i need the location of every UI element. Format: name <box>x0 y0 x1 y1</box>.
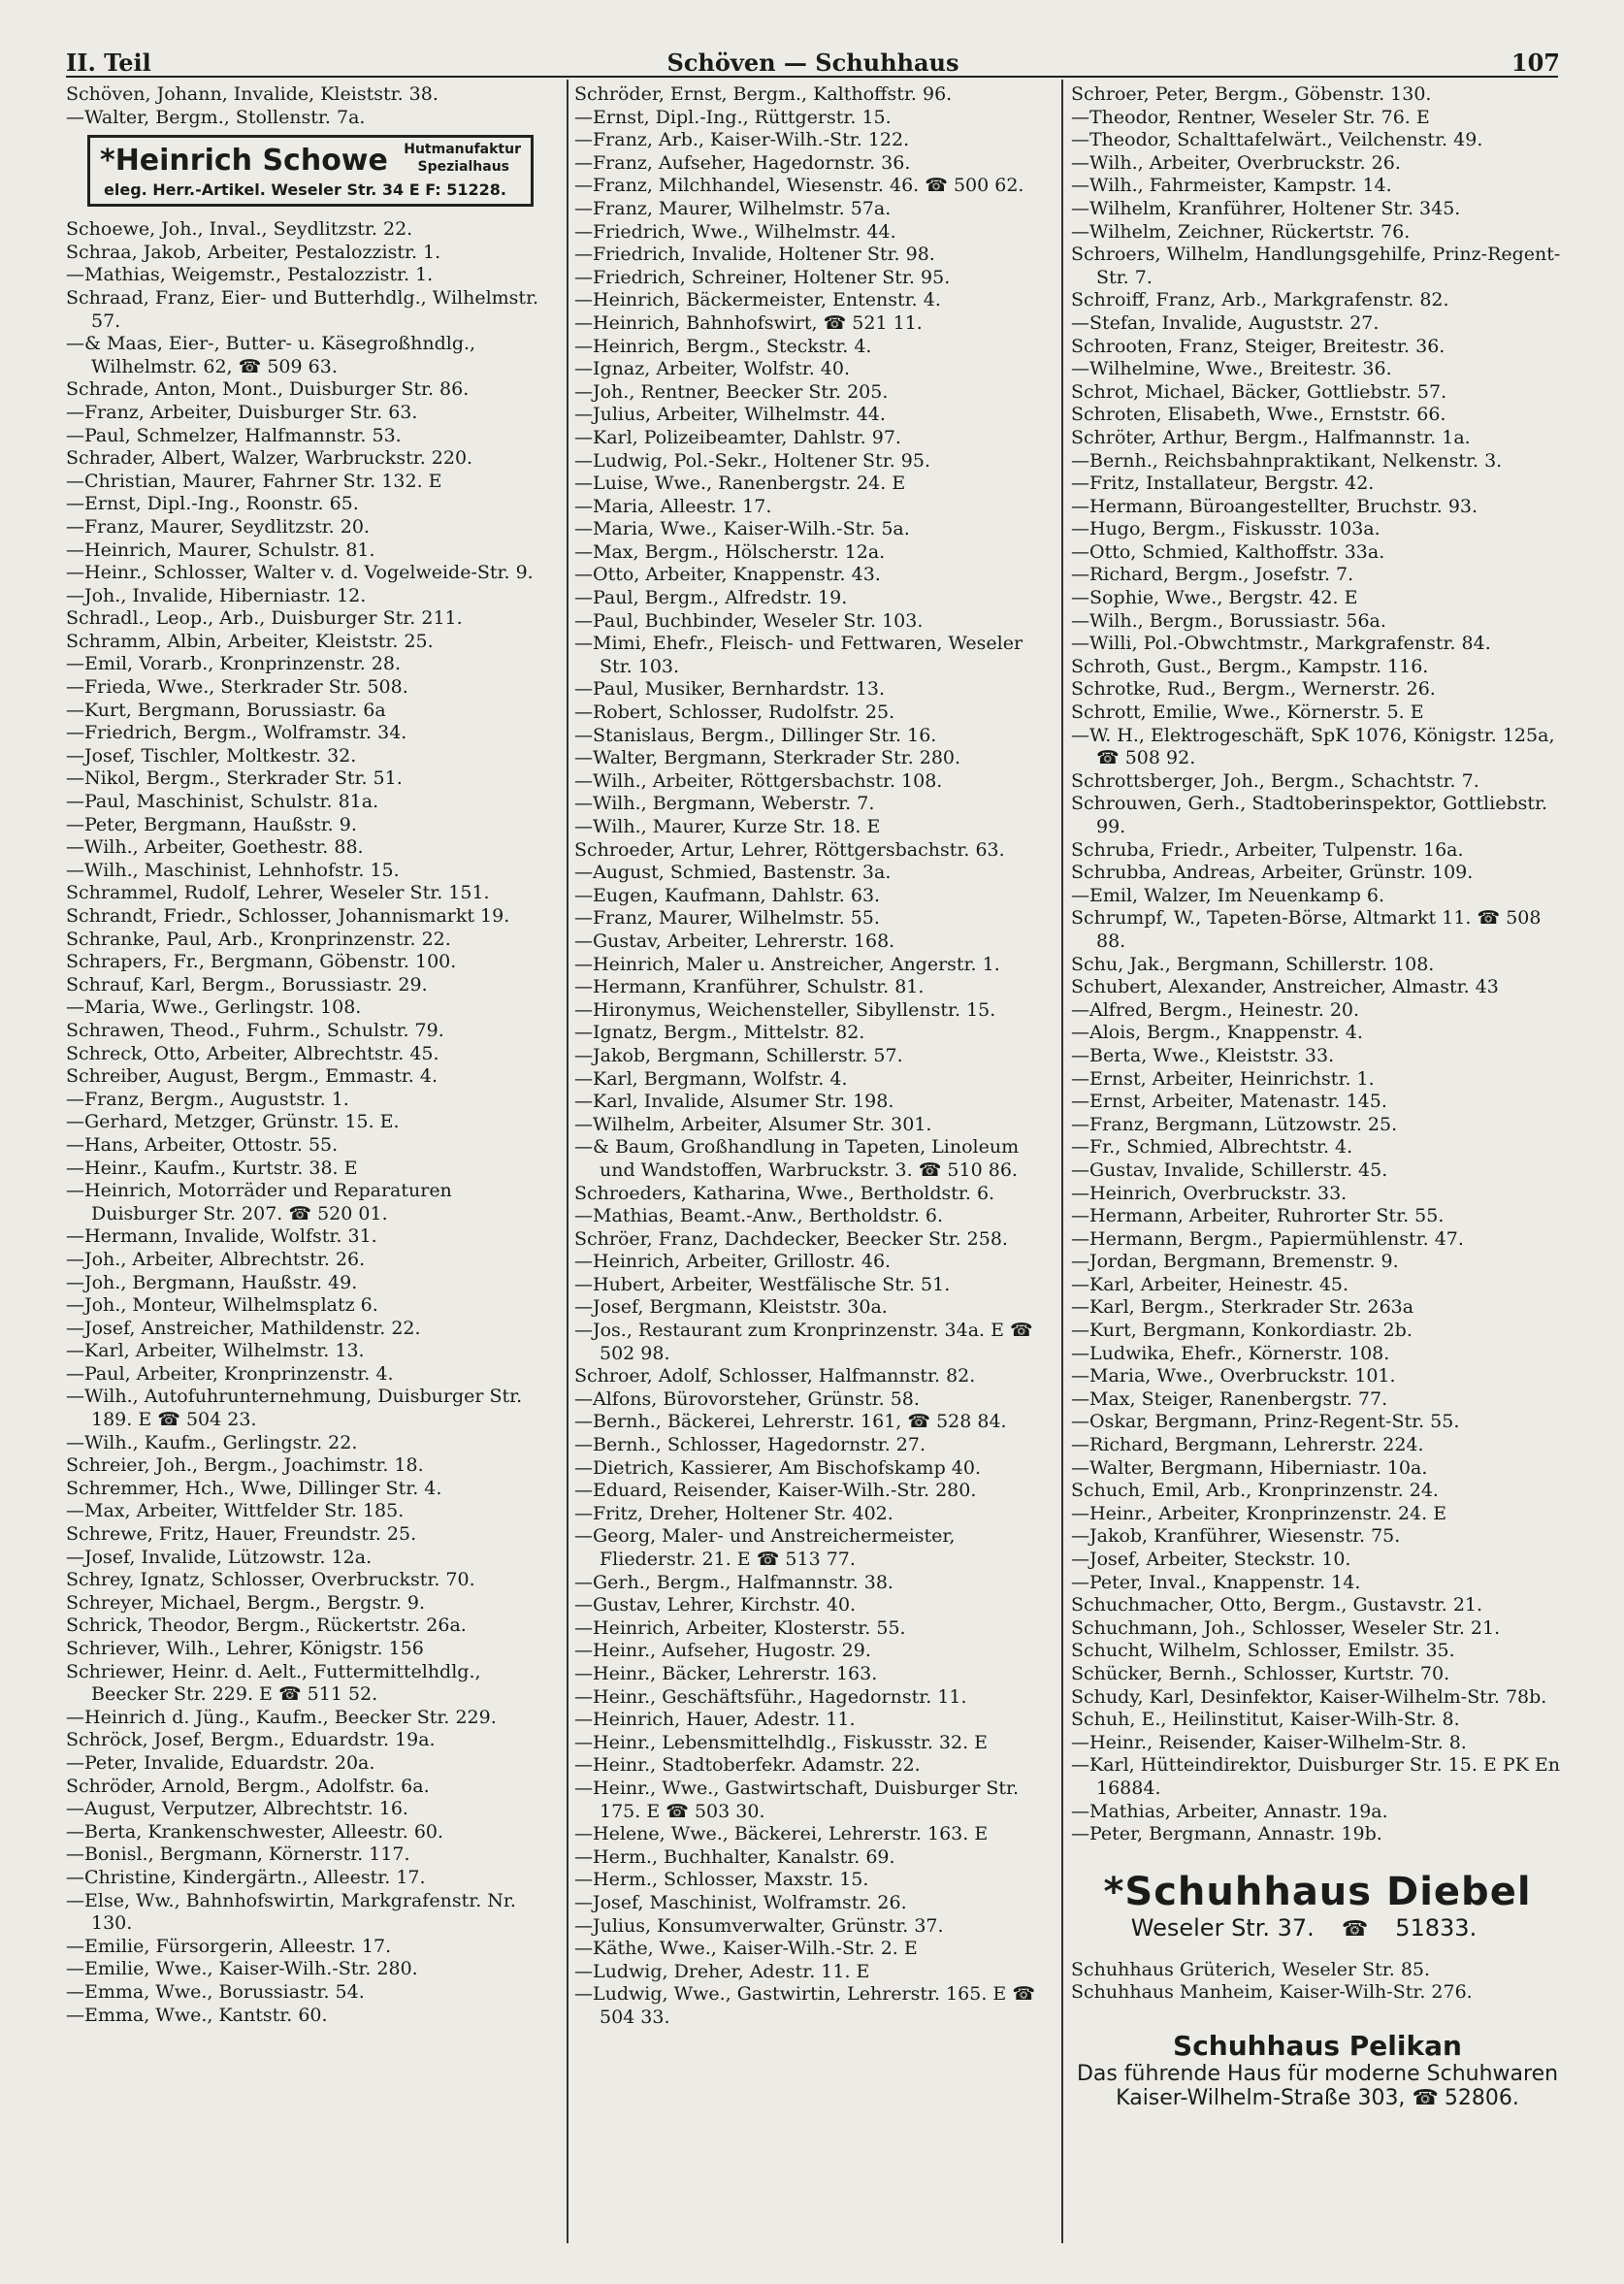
directory-entry: —Friedrich, Wwe., Wilhelmstr. 44. <box>574 220 896 243</box>
telephone-icon: ☎ <box>1412 2085 1439 2110</box>
directory-entry: —Wilh., Maurer, Kurze Str. 18. E <box>574 816 881 837</box>
directory-entry: —Berta, Krankenschwester, Alleestr. 60. <box>66 1820 444 1843</box>
directory-entry: —Gustav, Lehrer, Kirchstr. 40. <box>574 1594 857 1616</box>
directory-entry: —Heinr., Geschäftsführ., Hagedornstr. 11. <box>574 1685 967 1708</box>
directory-entry: —Bernh., Bäckerei, Lehrerstr. 161, ☎ 528 84. <box>574 1411 1007 1433</box>
directory-entry: —Franz, Arb., Kaiser-Wilh.-Str. 122. <box>574 129 910 151</box>
directory-entry: —Ludwika, Ehefr., Körnerstr. 108. <box>1071 1342 1390 1364</box>
directory-entry: Schrader, Albert, Walzer, Warbruckstr. 220. <box>66 447 473 470</box>
directory-entry: —Julius, Arbeiter, Wilhelmstr. 44. <box>574 404 886 426</box>
directory-entry: —Max, Arbeiter, Wittfelder Str. 185. <box>66 1500 405 1522</box>
directory-entry: —Mathias, Beamt.-Anw., Bertholdstr. 6. <box>574 1205 944 1227</box>
directory-entry: —Paul, Bergm., Alfredstr. 19. <box>574 587 848 609</box>
directory-entry: —Julius, Konsumverwalter, Grünstr. 37. <box>574 1914 944 1937</box>
directory-entry: Schrewe, Fritz, Hauer, Freundstr. 25. <box>66 1523 417 1546</box>
directory-entry: Schrauf, Karl, Bergm., Borussiastr. 29. <box>66 973 428 995</box>
directory-entry: —Maria, Wwe., Overbruckstr. 101. <box>1071 1365 1396 1387</box>
directory-entry: —Wilh., Arbeiter, Goethestr. 88. <box>66 836 364 859</box>
directory-entry: —W. H., Elektrogeschäft, SpK 1076, Königstr. 125a, ☎ 508 92. <box>1071 724 1555 769</box>
directory-entry: —Emil, Vorarb., Kronprinzenstr. 28. <box>66 653 401 675</box>
directory-entry: Schucht, Wilhelm, Schlosser, Emilstr. 35. <box>1071 1640 1455 1662</box>
directory-entry: —Nikol, Bergm., Sterkrader Str. 51. <box>66 767 403 790</box>
directory-entry: —Eugen, Kaufmann, Dahlstr. 63. <box>574 884 881 906</box>
directory-entry: Schröder, Ernst, Bergm., Kalthoffstr. 96. <box>574 83 953 105</box>
directory-entry: Schuhhaus Grüterich, Weseler Str. 85. <box>1071 1958 1431 1980</box>
directory-entry: —Wilh., Arbeiter, Röttgersbachstr. 108. <box>574 769 943 792</box>
directory-entry: Schroeder, Artur, Lehrer, Röttgersbachstr. 63. <box>574 838 1005 861</box>
directory-entry: —Heinr., Stadtoberfekr. Adamstr. 22. <box>574 1754 921 1777</box>
directory-entry: —Heinr., Wwe., Gastwirtschaft, Duisburger Str. 175. E ☎ 503 30. <box>574 1777 1020 1822</box>
directory-entry: —Ernst, Arbeiter, Heinrichstr. 1. <box>1071 1067 1375 1090</box>
directory-entry: —Mathias, Weigemstr., Pestalozzistr. 1. <box>66 264 434 286</box>
directory-entry: Schroiff, Franz, Arb., Markgrafenstr. 82. <box>1071 289 1449 311</box>
directory-entry: —Heinr., Schlosser, Walter v. d. Vogelweide-Str. 9. <box>66 562 534 584</box>
directory-entry: —Josef, Maschinist, Wolframstr. 26. <box>574 1891 907 1913</box>
entry-list-top <box>66 83 559 129</box>
directory-entry: Schuchmacher, Otto, Bergm., Gustavstr. 21. <box>1071 1594 1483 1616</box>
directory-entry: —Heinrich, Bahnhofswirt, ☎ 521 11. <box>574 311 923 334</box>
directory-entry: —Walter, Bergmann, Sterkrader Str. 280. <box>574 747 961 769</box>
directory-entry: Schruba, Friedr., Arbeiter, Tulpenstr. 16a. <box>1071 838 1464 861</box>
directory-entry: —Franz, Arbeiter, Duisburger Str. 63. <box>66 401 418 423</box>
directory-entry: —Wilhelm, Kranführer, Holtener Str. 345. <box>1071 197 1461 219</box>
directory-entry: —Joh., Rentner, Beecker Str. 205. <box>574 380 889 403</box>
directory-entry: —Wilhelmine, Wwe., Breitestr. 36. <box>1071 358 1392 380</box>
directory-entry: —Heinrich, Bäckermeister, Entenstr. 4. <box>574 289 941 311</box>
directory-entry: —Paul, Musiker, Bernhardstr. 13. <box>574 678 886 701</box>
directory-entry: —Franz, Aufseher, Hagedornstr. 36. <box>574 151 911 174</box>
directory-entry: —Franz, Bergm., Auguststr. 1. <box>66 1088 349 1110</box>
directory-entry: —Ignatz, Bergm., Mittelstr. 82. <box>574 1022 865 1044</box>
directory-entry: —Otto, Schmied, Kalthoffstr. 33a. <box>1071 540 1385 563</box>
directory-entry: —& Maas, Eier-, Butter- u. Käsegroßhndlg., Wilhelmstr. 62, ☎ 509 63. <box>66 333 476 377</box>
ad-address: Kaiser-Wilhelm-Straße 303, <box>1116 2085 1406 2110</box>
directory-entry: —Stanislaus, Bergm., Dillinger Str. 16. <box>574 724 937 746</box>
directory-entry: —Peter, Bergmann, Annastr. 19b. <box>1071 1823 1382 1845</box>
directory-entry: —Hermann, Invalide, Wolfstr. 31. <box>66 1225 377 1248</box>
directory-entry: Schubert, Alexander, Anstreicher, Almastr. 43 <box>1071 976 1499 998</box>
column-3 <box>1071 83 1564 2110</box>
directory-entry: —Christian, Maurer, Fahrner Str. 132. E <box>66 470 442 492</box>
directory-entry: —Theodor, Rentner, Weseler Str. 76. E <box>1071 106 1430 128</box>
directory-entry: —Franz, Bergmann, Lützowstr. 25. <box>1071 1113 1398 1135</box>
directory-entry: —Emma, Wwe., Kantstr. 60. <box>66 2004 328 2026</box>
directory-entry: —Wilh., Arbeiter, Overbruckstr. 26. <box>1071 151 1401 174</box>
directory-entry: —Josef, Bergmann, Kleiststr. 30a. <box>574 1296 888 1319</box>
directory-entry: Schroer, Adolf, Schlosser, Halfmannstr. 82. <box>574 1365 976 1387</box>
directory-entry: Schroten, Elisabeth, Wwe., Ernststr. 66. <box>1071 404 1446 426</box>
column-divider <box>567 80 568 2243</box>
directory-entry: —Karl, Invalide, Alsumer Str. 198. <box>574 1091 894 1113</box>
directory-entry: —Wilhelm, Zeichner, Rückertstr. 76. <box>1071 220 1411 243</box>
directory-entry: —Friedrich, Schreiner, Holtener Str. 95. <box>574 266 951 288</box>
directory-entry: —Robert, Schlosser, Rudolfstr. 25. <box>574 702 895 724</box>
directory-entry: —Gerhard, Metzger, Grünstr. 15. E. <box>66 1111 400 1133</box>
page-number: 107 <box>1510 49 1560 77</box>
directory-entry: —Hugo, Bergm., Fiskusstr. 103a. <box>1071 518 1380 540</box>
directory-entry: Schrott, Emilie, Wwe., Körnerstr. 5. E <box>1071 702 1424 724</box>
directory-entry: —Christine, Kindergärtn., Alleestr. 17. <box>66 1866 426 1888</box>
directory-entry: —Dietrich, Kassierer, Am Bischofskamp 40. <box>574 1456 981 1479</box>
directory-entry: —Gerh., Bergm., Halfmannstr. 38. <box>574 1571 893 1593</box>
directory-entry: Schraa, Jakob, Arbeiter, Pestalozzistr. 1. <box>66 241 441 263</box>
directory-entry: Schrick, Theodor, Bergm., Rückertstr. 26a. <box>66 1615 467 1637</box>
directory-entry: —Paul, Schmelzer, Halfmannstr. 53. <box>66 424 402 446</box>
directory-entry: —Josef, Anstreicher, Mathildenstr. 22. <box>66 1317 421 1339</box>
directory-entry: Schroeders, Katharina, Wwe., Bertholdstr. 6. <box>574 1182 995 1204</box>
directory-entry: —Kurt, Bergmann, Konkordiastr. 2b. <box>1071 1320 1413 1342</box>
directory-entry: —Josef, Tischler, Moltkestr. 32. <box>66 744 357 767</box>
directory-entry: Schröer, Franz, Dachdecker, Beecker Str. 258. <box>574 1227 1008 1250</box>
directory-entry: —Peter, Inval., Knappenstr. 14. <box>1071 1571 1361 1593</box>
directory-entry: —Karl, Bergm., Sterkrader Str. 263a <box>1071 1296 1414 1319</box>
directory-entry: Schrandt, Friedr., Schlosser, Johannismarkt 19. <box>66 905 510 927</box>
directory-entry: —Heinrich, Hauer, Adestr. 11. <box>574 1709 856 1731</box>
ad-tagline: Hutmanufaktur <box>404 142 521 158</box>
ad-name: *Schuhhaus Diebel <box>1103 1869 1532 1914</box>
directory-entry: —Hironymus, Weichensteller, Sibyllenstr. 15. <box>574 998 996 1021</box>
ad-phone: 52806. <box>1444 2085 1519 2110</box>
directory-entry: —Jakob, Bergmann, Schillerstr. 57. <box>574 1044 903 1066</box>
directory-entry: —& Baum, Großhandlung in Tapeten, Linoleum und Wandstoffen, Warbruckstr. 3. ☎ 510 86. <box>574 1136 1020 1181</box>
directory-entry: —Karl, Arbeiter, Wilhelmstr. 13. <box>66 1340 365 1362</box>
directory-entry: —Ludwig, Wwe., Gastwirtin, Lehrerstr. 165. E ☎ 504 33. <box>574 1983 1035 2028</box>
directory-entry: —Wilh., Maschinist, Lehnhofstr. 15. <box>66 859 400 881</box>
directory-entry: Schrumpf, W., Tapeten-Börse, Altmarkt 11. ☎ 508 88. <box>1071 907 1542 952</box>
directory-entry: Schrawen, Theod., Fuhrm., Schulstr. 79. <box>66 1019 444 1041</box>
directory-entry: —Joh., Bergmann, Haußstr. 49. <box>66 1271 358 1293</box>
directory-entry: —Emma, Wwe., Borussiastr. 54. <box>66 1980 365 2003</box>
directory-entry: —Bonisl., Bergmann, Körnerstr. 117. <box>66 1844 410 1866</box>
directory-entry: Schuch, Emil, Arb., Kronprinzenstr. 24. <box>1071 1480 1439 1502</box>
directory-entry: —August, Verputzer, Albrechtstr. 16. <box>66 1798 408 1820</box>
directory-entry: Schroth, Gust., Bergm., Kampstr. 116. <box>1071 655 1429 677</box>
ad-name: *Heinrich Schowe <box>100 144 388 179</box>
directory-entry: —Paul, Maschinist, Schulstr. 81a. <box>66 791 379 813</box>
directory-entry: Schreier, Joh., Bergm., Joachimstr. 18. <box>66 1454 424 1477</box>
directory-entry: —Heinr., Reisender, Kaiser-Wilhelm-Str. 8. <box>1071 1731 1467 1753</box>
header-rule <box>66 76 1558 78</box>
directory-entry: —Gustav, Invalide, Schillerstr. 45. <box>1071 1158 1388 1181</box>
directory-entry: Schriever, Wilh., Lehrer, Königstr. 156 <box>66 1638 424 1659</box>
directory-entry: —Max, Bergm., Hölscherstr. 12a. <box>574 540 886 563</box>
directory-entry: —Friedrich, Bergm., Wolframstr. 34. <box>66 722 407 744</box>
header-section: II. Teil <box>66 49 151 77</box>
directory-entry: —Wilh., Fahrmeister, Kampstr. 14. <box>1071 175 1392 197</box>
ad-heinrich-schowe <box>87 135 534 207</box>
directory-entry: —Josef, Arbeiter, Steckstr. 10. <box>1071 1549 1351 1570</box>
directory-entry: —Richard, Bergm., Josefstr. 7. <box>1071 564 1354 586</box>
directory-entry: —Hermann, Kranführer, Schulstr. 81. <box>574 976 925 998</box>
directory-entry: —Käthe, Wwe., Kaiser-Wilh.-Str. 2. E <box>574 1938 918 1960</box>
directory-entry: Schuchmann, Joh., Schlosser, Weseler Str. 21. <box>1071 1616 1501 1639</box>
directory-entry: —Frieda, Wwe., Sterkrader Str. 508. <box>66 676 408 699</box>
directory-entry: Schröck, Josef, Bergm., Eduardstr. 19a. <box>66 1729 436 1751</box>
directory-entry: —Wilhelm, Arbeiter, Alsumer Str. 301. <box>574 1113 932 1135</box>
ad-tagline: Spezialhaus <box>417 159 509 176</box>
directory-entry: —Karl, Arbeiter, Heinestr. 45. <box>1071 1273 1349 1295</box>
directory-entry: Schücker, Bernh., Schlosser, Kurtstr. 70. <box>1071 1662 1450 1684</box>
directory-entry: —Wilh., Bergmann, Weberstr. 7. <box>574 793 875 815</box>
directory-entry: —Heinr., Kaufm., Kurtstr. 38. E <box>66 1157 358 1179</box>
directory-entry: —Heinrich d. Jüng., Kaufm., Beecker Str. 229. <box>66 1706 497 1728</box>
directory-entry: Schrooten, Franz, Steiger, Breitestr. 36. <box>1071 335 1445 357</box>
directory-entry: —Oskar, Bergmann, Prinz-Regent-Str. 55. <box>1071 1411 1460 1433</box>
directory-entry: —Heinr., Arbeiter, Kronprinzenstr. 24. E <box>1071 1502 1447 1524</box>
directory-entry: —Heinrich, Arbeiter, Grillostr. 46. <box>574 1251 892 1273</box>
directory-entry: —Friedrich, Invalide, Holtener Str. 98. <box>574 244 935 266</box>
directory-entry: —Heinrich, Maler u. Anstreicher, Angerstr. 1. <box>574 953 1000 975</box>
ad-address: eleg. Herr.-Artikel. Weseler Str. 34 E F: 51228. <box>104 180 506 200</box>
directory-entry: —Alois, Bergm., Knappenstr. 4. <box>1071 1022 1363 1044</box>
directory-entry: —Heinrich, Maurer, Schulstr. 81. <box>66 538 375 561</box>
directory-entry: Schudy, Karl, Desinfektor, Kaiser-Wilhelm-Str. 78b. <box>1071 1685 1547 1708</box>
directory-entry: —Ludwig, Pol.-Sekr., Holtener Str. 95. <box>574 449 930 472</box>
directory-entry: Schroer, Peter, Bergm., Göbenstr. 130. <box>1071 83 1432 105</box>
directory-entry: Schoewe, Joh., Inval., Seydlitzstr. 22. <box>66 218 413 241</box>
directory-entry: —Emilie, Wwe., Kaiser-Wilh.-Str. 280. <box>66 1958 418 1980</box>
header-range: Schöven — Schuhhaus <box>666 49 959 77</box>
column-divider <box>1061 80 1063 2243</box>
directory-entry: Schu, Jak., Bergmann, Schillerstr. 108. <box>1071 953 1435 975</box>
directory-entry: —Fritz, Installateur, Bergstr. 42. <box>1071 473 1375 495</box>
directory-entry: —Franz, Maurer, Wilhelmstr. 57a. <box>574 197 892 219</box>
directory-entry: Schradl., Leop., Arb., Duisburger Str. 211. <box>66 607 463 630</box>
directory-entry: —Heinrich, Overbruckstr. 33. <box>1071 1182 1348 1204</box>
directory-entry: —August, Schmied, Bastenstr. 3a. <box>574 862 892 884</box>
directory-entry: —Franz, Milchhandel, Wiesenstr. 46. ☎ 500 62. <box>574 175 1024 197</box>
directory-entry: —Heinr., Lebensmittelhdlg., Fiskusstr. 32. E <box>574 1731 989 1753</box>
directory-entry: —Luise, Wwe., Ranenbergstr. 24. E <box>574 473 906 495</box>
directory-entry: —Ludwig, Dreher, Adestr. 11. E <box>574 1960 870 1982</box>
directory-entry: —Hermann, Bergm., Papiermühlenstr. 47. <box>1071 1227 1464 1250</box>
directory-entry: —Ernst, Dipl.-Ing., Rüttgerstr. 15. <box>574 106 892 128</box>
directory-entry: —Karl, Hütteindirektor, Duisburger Str. 15. E PK En 16884. <box>1071 1754 1560 1799</box>
directory-entry: —Walter, Bergm., Stollenstr. 7a. <box>66 106 366 128</box>
directory-entry: Schrotke, Rud., Bergm., Wernerstr. 26. <box>1071 678 1436 701</box>
directory-entry: —Sophie, Wwe., Bergstr. 42. E <box>1071 587 1358 609</box>
directory-entry: Schremmer, Hch., Wwe, Dillinger Str. 4. <box>66 1477 442 1499</box>
ad-address-line <box>1071 2086 1564 2110</box>
directory-entry: Schrapers, Fr., Bergmann, Göbenstr. 100. <box>66 951 457 973</box>
directory-entry: —Wilh., Autofuhrunternehmung, Duisburger Str. 189. E ☎ 504 23. <box>66 1386 523 1431</box>
entry-list <box>1071 83 1564 1846</box>
directory-entry: Schreck, Otto, Arbeiter, Albrechtstr. 45. <box>66 1042 439 1064</box>
directory-entry: —Gustav, Arbeiter, Lehrerstr. 168. <box>574 930 895 952</box>
directory-entry: —Jordan, Bergmann, Bremenstr. 9. <box>1071 1251 1399 1273</box>
directory-entry: —Karl, Bergmann, Wolfstr. 4. <box>574 1067 848 1090</box>
directory-entry: —Ignaz, Arbeiter, Wolfstr. 40. <box>574 358 851 380</box>
directory-entry: —Hubert, Arbeiter, Westfälische Str. 51. <box>574 1273 951 1295</box>
entry-list-after-ad <box>1071 1959 1564 2005</box>
directory-entry: —Stefan, Invalide, Auguststr. 27. <box>1071 311 1380 334</box>
directory-entry: —Willi, Pol.-Obwchtmstr., Markgrafenstr. 84. <box>1071 633 1491 655</box>
directory-entry: Schroers, Wilhelm, Handlungsgehilfe, Prinz-Regent-Str. 7. <box>1071 244 1561 288</box>
directory-entry: Schuh, E., Heilinstitut, Kaiser-Wilh-Str. 8. <box>1071 1709 1460 1731</box>
directory-entry: —Heinrich, Motorräder und Reparaturen Duisburger Str. 207. ☎ 520 01. <box>66 1180 452 1224</box>
directory-entry: —Franz, Maurer, Seydlitzstr. 20. <box>66 515 370 538</box>
directory-entry: —Walter, Bergmann, Hiberniastr. 10a. <box>1071 1456 1428 1479</box>
directory-entry: —Emil, Walzer, Im Neuenkamp 6. <box>1071 884 1385 906</box>
directory-entry: —Herm., Buchhalter, Kanalstr. 69. <box>574 1845 895 1868</box>
directory-entry: —Fr., Schmied, Albrechtstr. 4. <box>1071 1136 1353 1158</box>
directory-entry: —Bernh., Schlosser, Hagedornstr. 27. <box>574 1434 926 1456</box>
directory-entry: Schröder, Arnold, Bergm., Adolfstr. 6a. <box>66 1775 430 1797</box>
directory-entry: Schramm, Albin, Arbeiter, Kleiststr. 25. <box>66 630 434 652</box>
ad-slogan: Das führende Haus für moderne Schuhwaren <box>1076 2061 1559 2086</box>
directory-entry: Schriewer, Heinr. d. Aelt., Futtermittelhdlg., Beecker Str. 229. E ☎ 511 52. <box>66 1660 481 1706</box>
directory-entry: —Ernst, Arbeiter, Matenastr. 145. <box>1071 1091 1387 1113</box>
directory-entry: Schraad, Franz, Eier- und Butterhdlg., Wilhelmstr. 57. <box>66 286 539 332</box>
directory-entry: Schrouwen, Gerh., Stadtoberinspektor, Gottliebstr. 99. <box>1071 793 1548 837</box>
ad-address: Weseler Str. 37. <box>1130 1913 1315 1941</box>
directory-entry: —Maria, Wwe., Kaiser-Wilh.-Str. 5a. <box>574 518 910 540</box>
directory-entry: —Emilie, Fürsorgerin, Alleestr. 17. <box>66 1935 392 1957</box>
directory-entry: —Ernst, Dipl.-Ing., Roonstr. 65. <box>66 493 359 515</box>
directory-entry: —Theodor, Schalttafelwärt., Veilchenstr. 49. <box>1071 129 1483 151</box>
directory-entry: —Joh., Invalide, Hiberniastr. 12. <box>66 584 367 606</box>
directory-entry: —Max, Steiger, Ranenbergstr. 77. <box>1071 1387 1388 1410</box>
directory-entry: Schöven, Johann, Invalide, Kleiststr. 38. <box>66 83 438 105</box>
directory-entry: —Kurt, Bergmann, Borussiastr. 6a <box>66 699 386 721</box>
directory-entry: —Peter, Bergmann, Haußstr. 9. <box>66 813 357 835</box>
directory-entry: Schrottsberger, Joh., Bergm., Schachtstr. 7. <box>1071 769 1479 792</box>
column-1 <box>66 83 559 2027</box>
directory-entry: —Peter, Invalide, Eduardstr. 20a. <box>66 1751 375 1774</box>
directory-entry: —Else, Ww., Bahnhofswirtin, Markgrafenstr. Nr. 130. <box>66 1889 516 1935</box>
directory-entry: —Franz, Maurer, Wilhelmstr. 55. <box>574 907 880 930</box>
ad-schuhhaus-pelikan <box>1071 2030 1564 2110</box>
ad-phone: 51833. <box>1395 1913 1478 1941</box>
directory-entry: —Otto, Arbeiter, Knappenstr. 43. <box>574 564 881 586</box>
column-2 <box>574 83 1056 2029</box>
directory-entry: —Josef, Invalide, Lützowstr. 12a. <box>66 1546 373 1568</box>
directory-entry: Schreyer, Michael, Bergm., Bergstr. 9. <box>66 1591 426 1614</box>
directory-entry: —Hermann, Büroangestellter, Bruchstr. 93. <box>1071 495 1478 517</box>
directory-entry: —Maria, Alleestr. 17. <box>574 495 772 517</box>
directory-entry: —Hans, Arbeiter, Ottostr. 55. <box>66 1133 339 1156</box>
directory-entry: Schrey, Ignatz, Schlosser, Overbruckstr. 70. <box>66 1569 475 1591</box>
directory-entry: —Heinrich, Bergm., Steckstr. 4. <box>574 335 872 357</box>
directory-entry: —Alfons, Bürovorsteher, Grünstr. 58. <box>574 1387 920 1410</box>
directory-entry: —Richard, Bergmann, Lehrerstr. 224. <box>1071 1434 1424 1456</box>
directory-entry: —Jos., Restaurant zum Kronprinzenstr. 34a. E ☎ 502 98. <box>574 1320 1033 1364</box>
directory-entry: —Bernh., Reichsbahnpraktikant, Nelkenstr. 3. <box>1071 449 1503 472</box>
directory-entry: —Georg, Maler- und Anstreichermeister, Fliederstr. 21. E ☎ 513 77. <box>574 1525 956 1570</box>
directory-entry: —Heinr., Bäcker, Lehrerstr. 163. <box>574 1662 878 1684</box>
directory-entry: Schreiber, August, Bergm., Emmastr. 4. <box>66 1065 438 1088</box>
ad-schuhhaus-diebel <box>1071 1870 1564 1941</box>
directory-entry: Schrot, Michael, Bäcker, Gottliebstr. 57. <box>1071 380 1447 403</box>
directory-entry: Schrubba, Andreas, Arbeiter, Grünstr. 109. <box>1071 862 1474 884</box>
directory-entry: —Paul, Buchbinder, Weseler Str. 103. <box>574 609 924 632</box>
directory-entry: —Jakob, Kranführer, Wiesenstr. 75. <box>1071 1525 1401 1548</box>
entry-list-bottom <box>66 218 559 2027</box>
directory-entry: —Joh., Monteur, Wilhelmsplatz 6. <box>66 1294 378 1317</box>
directory-entry: Schuhhaus Manheim, Kaiser-Wilh-Str. 276. <box>1071 1981 1473 2004</box>
directory-entry: —Karl, Polizeibeamter, Dahlstr. 97. <box>574 426 901 448</box>
directory-entry: —Mimi, Ehefr., Fleisch- und Fettwaren, Weseler Str. 103. <box>574 633 1023 677</box>
directory-entry: —Maria, Wwe., Gerlingstr. 108. <box>66 996 362 1019</box>
directory-entry: —Berta, Wwe., Kleiststr. 33. <box>1071 1044 1335 1066</box>
directory-entry: —Heinrich, Arbeiter, Klosterstr. 55. <box>574 1616 906 1639</box>
directory-entry: —Hermann, Arbeiter, Ruhrorter Str. 55. <box>1071 1205 1445 1227</box>
directory-entry: —Paul, Arbeiter, Kronprinzenstr. 4. <box>66 1362 394 1385</box>
directory-entry: Schranke, Paul, Arb., Kronprinzenstr. 22. <box>66 928 451 950</box>
ad-address-line <box>1071 1914 1564 1941</box>
directory-entry: —Heinr., Aufseher, Hugostr. 29. <box>574 1640 871 1662</box>
directory-entry: —Herm., Schlosser, Maxstr. 15. <box>574 1869 869 1891</box>
directory-entry: —Wilh., Bergm., Borussiastr. 56a. <box>1071 609 1386 632</box>
directory-entry: Schrammel, Rudolf, Lehrer, Weseler Str. 151. <box>66 882 490 904</box>
ad-name: Schuhhaus Pelikan <box>1173 2029 1462 2062</box>
telephone-icon: ☎ <box>1341 1916 1369 1941</box>
directory-entry: Schrade, Anton, Mont., Duisburger Str. 86. <box>66 378 470 401</box>
directory-entry: —Mathias, Arbeiter, Annastr. 19a. <box>1071 1800 1388 1822</box>
directory-entry: —Fritz, Dreher, Holtener Str. 402. <box>574 1502 893 1524</box>
directory-entry: Schröter, Arthur, Bergm., Halfmannstr. 1a. <box>1071 426 1471 448</box>
directory-entry: —Joh., Arbeiter, Albrechtstr. 26. <box>66 1248 366 1270</box>
directory-entry: —Wilh., Kaufm., Gerlingstr. 22. <box>66 1431 358 1453</box>
entry-list <box>574 83 1056 2029</box>
directory-entry: —Eduard, Reisender, Kaiser-Wilh.-Str. 280. <box>574 1480 977 1502</box>
directory-entry: —Alfred, Bergm., Heinestr. 20. <box>1071 998 1360 1021</box>
directory-entry: —Helene, Wwe., Bäckerei, Lehrerstr. 163. E <box>574 1823 989 1845</box>
